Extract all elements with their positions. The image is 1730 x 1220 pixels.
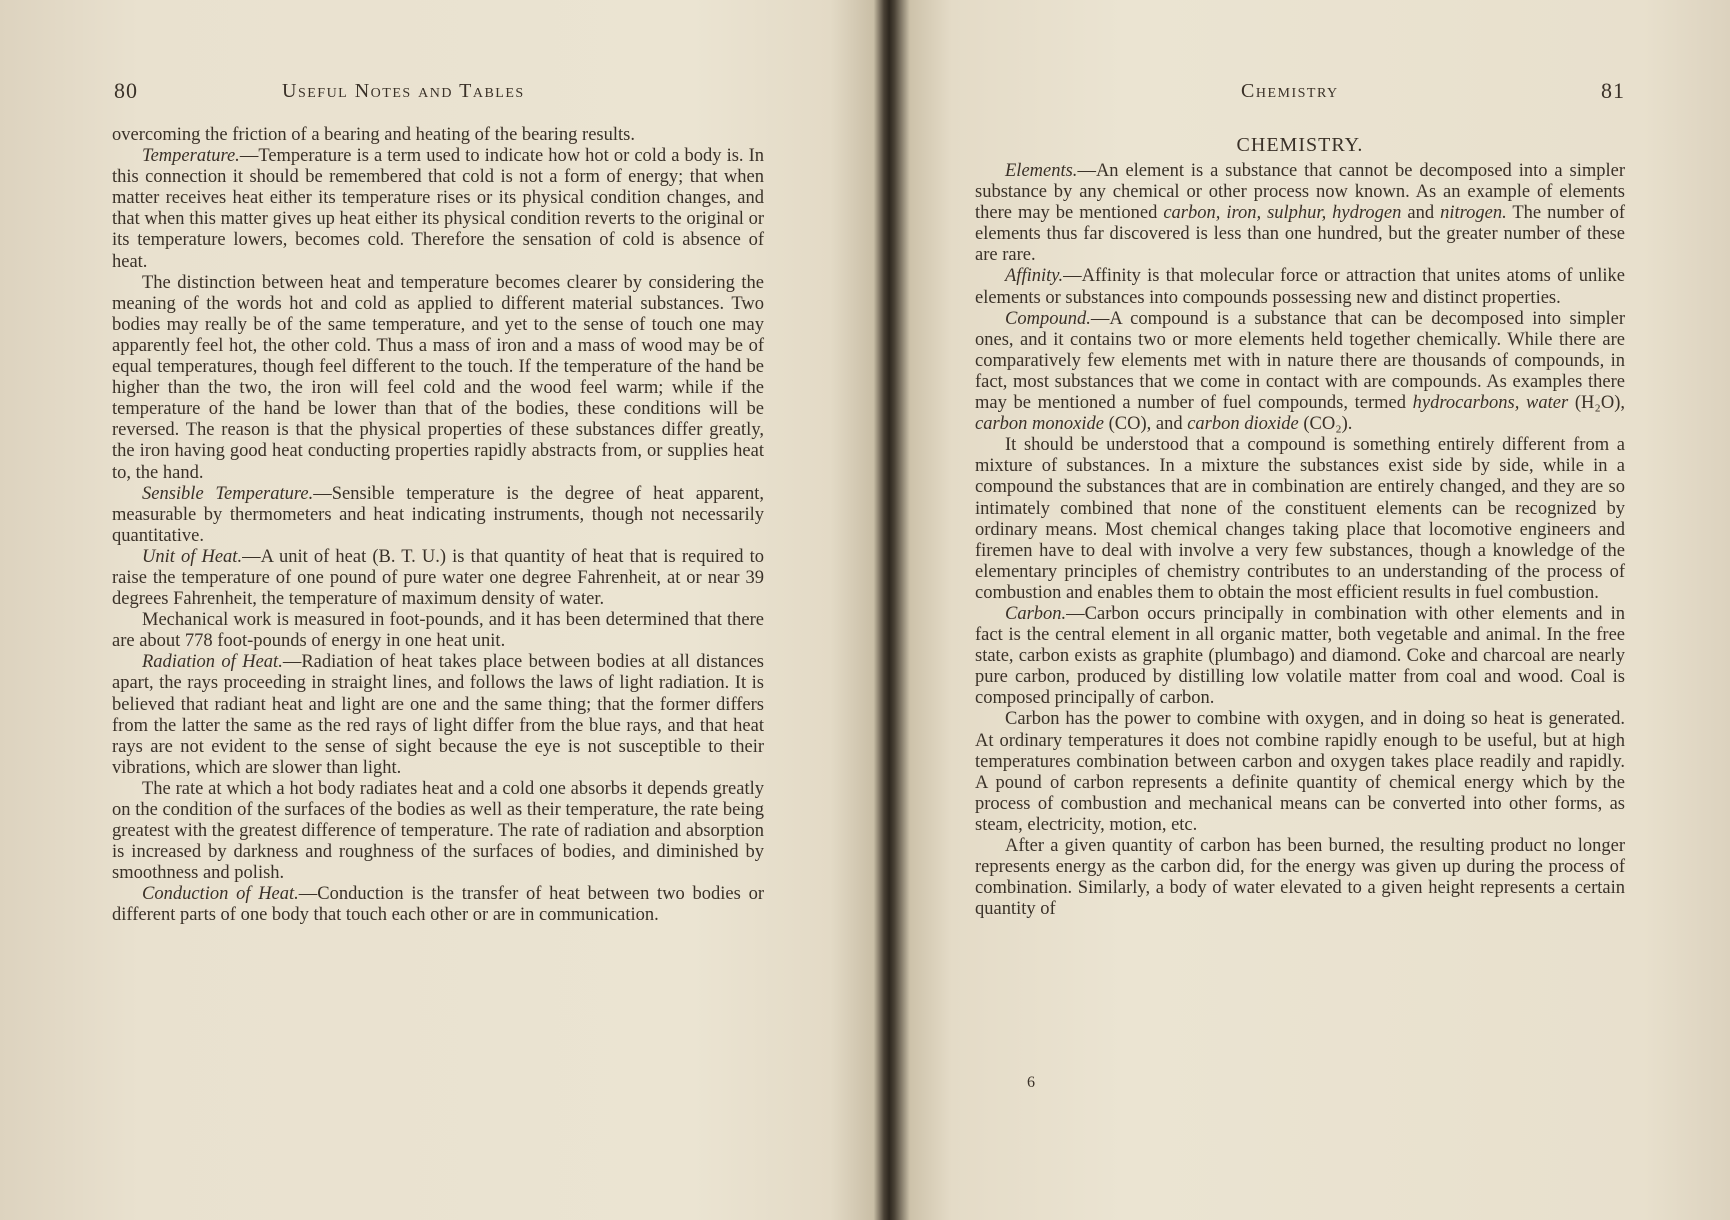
paragraph-text: —An element is a substance that cannot be decomposed into a simpler substance by any chemical or other process now known. As an example of elements there may be mentioned: [975, 161, 1625, 224]
paragraph-text: —Sensible temperature is the degree of heat apparent, measurable by thermometers and heat indicating instruments, though not necessarily quantitative.: [112, 483, 764, 546]
section-term: Radiation of Heat.: [142, 652, 283, 673]
section-term: Carbon.: [1005, 603, 1067, 624]
page-number: 81: [1601, 78, 1625, 103]
right-page-body: [975, 161, 1625, 920]
emphasis: hydrocarbons, water: [1412, 393, 1569, 414]
emphasis: carbon, iron, sulphur, hydrogen: [1163, 203, 1402, 224]
paragraph-text: The number of elements thus far discovered is less than one hundred, but the greater number of these are rare.: [975, 203, 1625, 266]
section-title: CHEMISTRY.: [1236, 134, 1364, 156]
paragraph-text: —Carbon occurs principally in combination with other elements and in fact is the central element in all organic matter, both vegetable and animal. In the free state, carbon exists as graphite (plumbago) and diamond. Coke and charcoal are nearly pure carbon, produced by distilling low volatile matter from coal and wood. Coal is composed principally of carbon.: [975, 603, 1625, 709]
paragraph-text: —A compound is a substance that can be decomposed into simpler ones, and it contains two or more elements held together chemically. While there are comparatively few elements met with in nature there are thousands of compounds, in fact, most substances that we come in contact with are compounds. As examples there may be mentioned a number of fuel compounds, termed: [975, 308, 1625, 414]
section-term: Elements.: [1005, 161, 1078, 181]
paragraph-conduction-of-heat: [112, 884, 764, 926]
section-term: Compound.: [1005, 308, 1091, 329]
paragraph-text: —Radiation of heat takes place between bodies at all distances apart, the rays proceeding in straight lines, and follows the laws of light radiation. It is believed that radiant heat and light are one and the same thing; that the former differs from the latter the same as the red rays of light differ from the blue rays, and that heat rays are not evident to the sense of sight because the eye is not susceptible to their vibrations, which are slower than light.: [112, 652, 765, 778]
paragraph-unit-of-heat: [112, 547, 764, 610]
paragraph-text: (CO₂).: [1298, 414, 1353, 435]
paragraph: Mechanical work is measured in foot-pounds, and it has been determined that there are about 778 foot-pounds of energy in one heat unit.: [112, 610, 764, 652]
paragraph-compound: [975, 309, 1625, 436]
paragraph-text: and: [1401, 203, 1441, 224]
emphasis: carbon dioxide: [1187, 414, 1299, 435]
paragraph-affinity: [975, 266, 1625, 308]
section-term: Affinity.: [1005, 266, 1064, 287]
right-page-header: [975, 78, 1625, 108]
paragraph-temperature: [112, 146, 764, 273]
paragraph-text: (CO), and: [1103, 414, 1188, 435]
paragraph-elements: [975, 161, 1625, 266]
paragraph-sensible-temperature: [112, 484, 764, 547]
signature-mark: 6: [1027, 1074, 1035, 1091]
left-page-body: [112, 125, 764, 927]
paragraph: overcoming the friction of a bearing and heating of the bearing results.: [112, 125, 635, 145]
paragraph: The rate at which a hot body radiates heat and a cold one absorbs it depends greatly on the condition of the surfaces of the bodies as well as their temperature, the rate being greatest with the greatest difference of temperature. The rate of radiation and absorption is increased by darkness and roughness of the surfaces of bodies, and diminished by smoothness and polish.: [112, 778, 764, 884]
left-page-header: [112, 78, 764, 108]
paragraph-radiation-of-heat: [112, 652, 764, 779]
paragraph: Carbon has the power to combine with oxygen, and in doing so heat is generated. At ordinary temperatures it does not combine rapidly enough to be useful, but at high temperatures combination between carbon and oxygen takes place readily and rapidly. A pound of carbon represents a definite quantity of chemical energy which by the process of combustion and mechanical means can be converted into other forms, as steam, electricity, motion, etc.: [975, 709, 1625, 835]
left-page: [112, 0, 764, 1220]
paragraph: It should be understood that a compound is something entirely different from a mixture of substances. In a mixture the substances exist side by side, while in a compound the substances that are in combination are entirely changed, and they are so intimately combined that none of the constituent elements can be recognized by ordinary means. Most chemical changes taking place that locomotive engineers and firemen have to deal with involve a very few substances, though a knowledge of the elementary principles of chemistry contributes to an understanding of the process of combustion and enables them to obtain the most efficient results in fuel combustion.: [975, 435, 1625, 603]
right-page: [975, 0, 1625, 1220]
paragraph-text: —Conduction is the transfer of heat between two bodies or different parts of one body that touch each other or are in communication.: [112, 884, 764, 926]
section-term: Temperature.: [142, 146, 240, 167]
paragraph-text: (H₂O),: [1568, 393, 1625, 414]
section-term: Unit of Heat.: [142, 546, 243, 567]
section-term: Conduction of Heat.: [142, 884, 299, 905]
paragraph-carbon: [975, 604, 1625, 709]
running-head: Chemistry: [1241, 80, 1339, 102]
running-head: Useful Notes and Tables: [282, 80, 525, 102]
page-number: 80: [114, 78, 138, 103]
paragraph-text: —A unit of heat (B. T. U.) is that quantity of heat that is required to raise the temperature of one pound of pure water one degree Fahrenheit, at or near 39 degrees Fahrenheit, the temperature of maximum density of water.: [112, 546, 764, 610]
paragraph: The distinction between heat and temperature becomes clearer by considering the meaning of the words hot and cold as applied to different material substances. Two bodies may really be of the same temperature, and yet to the sense of touch one may apparently feel hot, the other cold. Thus a mass of iron and a mass of wood may be of equal temperatures, though feel different to the touch. If the temperature of the hand be higher than the two, the iron will feel cold and the wood feel warm; while if the temperature of the hand be lower than that of the bodies, these conditions will be reversed. The reason is that the physical properties of these substances differ greatly, the iron having good heat conducting properties rapidly abstracts from, or supplies heat to, the hand.: [112, 272, 764, 483]
paragraph-text: —Temperature is a term used to indicate how hot or cold a body is. In this connection it should be remembered that cold is not a form of energy; that when matter receives heat either its temperature rises or its physical condition changes, and that when this matter gives up heat either its physical condition reverts to the original or its temperature lowers, becomes cold. Therefore the sensation of cold is absence of heat.: [112, 146, 764, 272]
section-term: Sensible Temperature.: [142, 483, 314, 504]
emphasis: carbon monoxide: [975, 414, 1104, 435]
emphasis: nitrogen.: [1440, 203, 1507, 224]
paragraph-text: —Affinity is that molecular force or attraction that unites atoms of unlike elements or substances into compounds possessing new and distinct properties.: [975, 266, 1625, 308]
paragraph: After a given quantity of carbon has been burned, the resulting product no longer represents energy as the carbon did, for the energy was given up during the process of combination. Similarly, a body of water elevated to a given height represents a certain quantity of: [975, 836, 1625, 920]
